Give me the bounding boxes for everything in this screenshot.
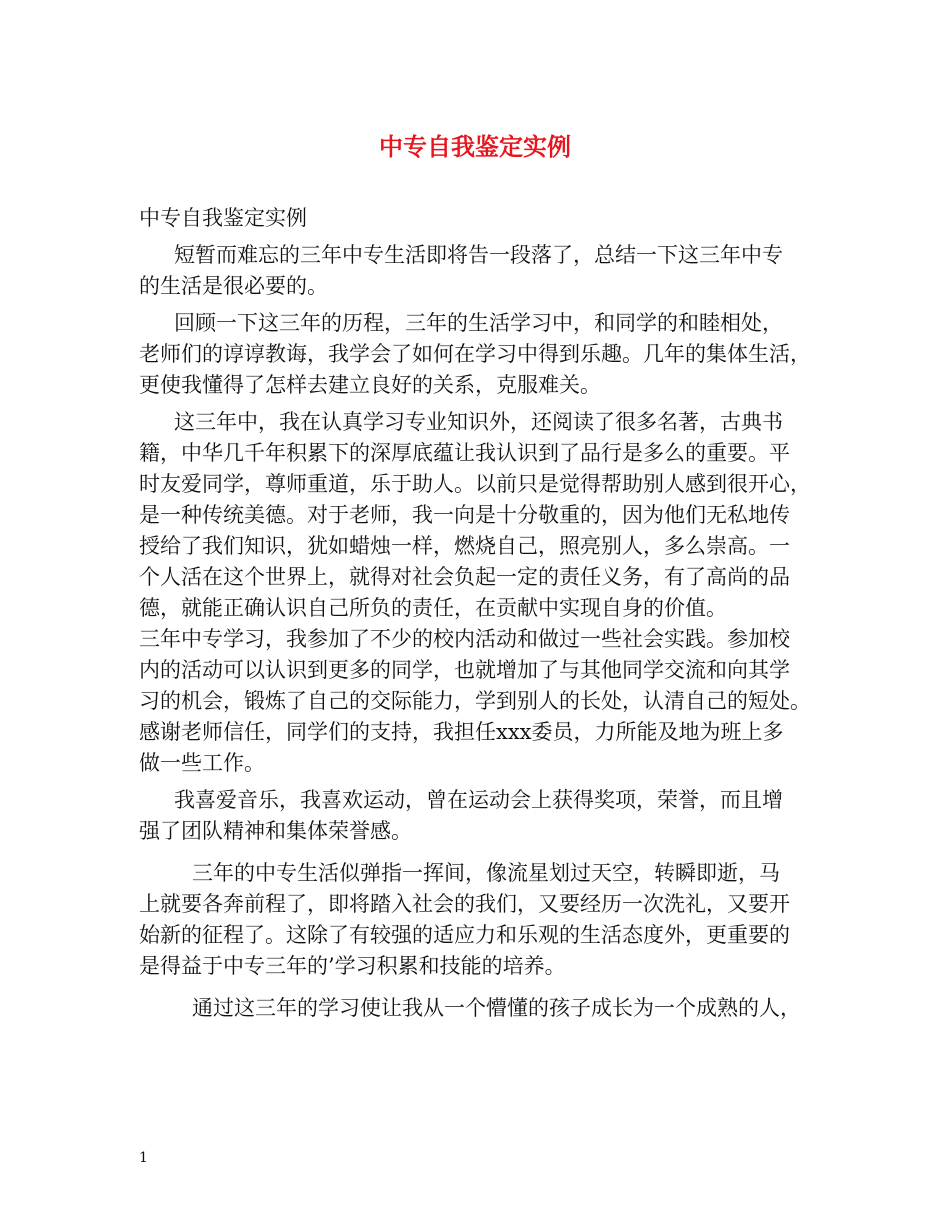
paragraph-line: 做一些工作。 <box>139 751 265 775</box>
paragraph-line: 老师们的谆谆教诲，我学会了如何在学习中得到乐趣。几年的集体生活， <box>139 342 811 366</box>
paragraph-line: 德，就能正确认识自己所负的责任，在贡献中实现自身的价值。 <box>139 596 727 620</box>
paragraph-line: 感谢老师信任，同学们的支持，我担任xxx委员，力所能及地为班上多 <box>139 720 784 744</box>
paragraph-line: 授给了我们知识，犹如蜡烛一样，燃烧自己，照亮别人，多么崇高。一 <box>139 534 790 558</box>
page-number: 1 <box>139 1150 148 1166</box>
paragraph-line: 回顾一下这三年的历程，三年的生活学习中，和同学的和睦相处， <box>174 311 783 335</box>
paragraph-line: 通过这三年的学习使让我从一个懵懂的孩子成长为一个成熟的人， <box>192 996 801 1020</box>
subtitle-line: 中专自我鉴定实例 <box>139 206 307 230</box>
document-title: 中专自我鉴定实例 <box>379 132 571 161</box>
paragraph-line: 内的活动可以认识到更多的同学，也就增加了与其他同学交流和向其学 <box>139 658 790 682</box>
paragraph-line: 这三年中，我在认真学习专业知识外，还阅读了很多名著，古典书 <box>174 410 783 434</box>
document-body <box>139 203 809 1024</box>
paragraph-line: 是得益于中专三年的’学习积累和技能的培养。 <box>139 954 566 978</box>
paragraph-line: 时友爱同学，尊师重道，乐于助人。以前只是觉得帮助别人感到很开心， <box>139 472 811 496</box>
paragraph-line: 三年中专学习，我参加了不少的校内活动和做过一些社会实践。参加校 <box>139 627 790 651</box>
paragraph-line: 是一种传统美德。对于老师，我一向是十分敬重的，因为他们无私地传 <box>139 503 790 527</box>
paragraph-line: 上就要各奔前程了，即将踏入社会的我们，又要经历一次洗礼，又要开 <box>139 892 790 916</box>
paragraph-line: 强了团队精神和集体荣誉感。 <box>139 819 412 843</box>
paragraph-line: 籍，中华几千年积累下的深厚底蕴让我认识到了品行是多么的重要。平 <box>139 441 790 465</box>
paragraph-line: 我喜爱音乐，我喜欢运动，曾在运动会上获得奖项，荣誉，而且增 <box>174 788 783 812</box>
paragraph-line: 短暂而难忘的三年中专生活即将告一段落了，总结一下这三年中专 <box>174 243 783 267</box>
paragraph-line: 更使我懂得了怎样去建立良好的关系，克服难关。 <box>139 373 601 397</box>
paragraph-line: 的生活是很必要的。 <box>139 274 328 298</box>
paragraph-line: 始新的征程了。这除了有较强的适应力和乐观的生活态度外，更重要的 <box>139 923 790 947</box>
paragraph-line: 个人活在这个世界上，就得对社会负起一定的责任义务，有了高尚的品 <box>139 565 790 589</box>
paragraph-line: 习的机会，锻炼了自己的交际能力，学到别人的长处，认清自己的短处。 <box>139 689 811 713</box>
paragraph-line: 三年的中专生活似弹指一挥间，像流星划过天空，转瞬即逝，马 <box>192 861 780 885</box>
